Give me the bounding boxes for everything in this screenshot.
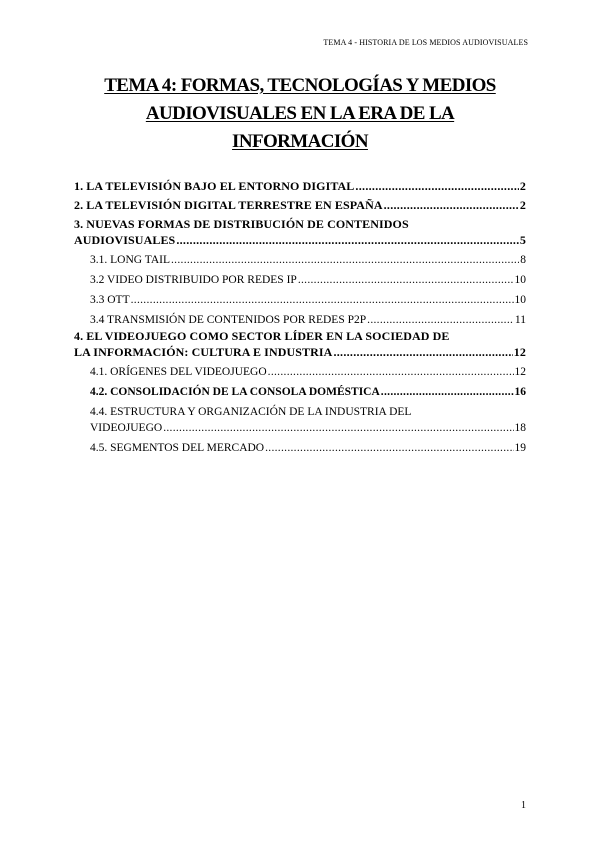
toc-entry-text: 4.1. ORÍGENES DEL VIDEOJUEGO [90, 366, 267, 378]
toc-page-number: 18 [514, 422, 526, 434]
toc-entry-4-5[interactable] [74, 440, 526, 456]
leader-dots [268, 364, 514, 380]
toc-entry-text: 3.4 TRANSMISIÓN DE CONTENIDOS POR REDES P2P [90, 314, 367, 326]
title-line-1: TEMA 4: FORMAS, TECNOLOGÍAS Y MEDIOS [104, 75, 496, 96]
toc-page-number: 2 [519, 198, 526, 212]
toc-entry-text: 3.1. LONG TAIL [90, 254, 170, 266]
toc-entry-text-line-2: LA INFORMACIÓN: CULTURA E INDUSTRIA [74, 345, 333, 359]
leader-dots [367, 312, 514, 328]
toc-entry-text-line-2: VIDEOJUEGO [90, 422, 163, 434]
toc-page-number: 2 [519, 179, 526, 193]
title-line-3: INFORMACIÓN [232, 131, 368, 152]
leader-dots [333, 344, 512, 360]
leader-dots [163, 420, 513, 436]
leader-dots [171, 252, 519, 268]
toc-page-number: 12 [513, 345, 526, 359]
toc-entry-text-line-1: 4.4. ESTRUCTURA Y ORGANIZACIÓN DE LA INDUSTRIA DEL [90, 406, 412, 418]
toc-entry-3-3[interactable] [74, 292, 526, 308]
toc-entry-3-4[interactable] [74, 312, 526, 328]
toc-entry-1[interactable] [74, 178, 526, 194]
toc-entry-text: 4.2. CONSOLIDACIÓN DE LA CONSOLA DOMÉSTICA [90, 386, 380, 398]
toc-entry-4-4[interactable] [74, 404, 526, 436]
toc-page-number: 5 [519, 233, 526, 247]
title-line-2: AUDIOVISUALES EN LA ERA DE LA [145, 103, 455, 124]
toc-entry-3-1[interactable] [74, 252, 526, 268]
toc-entry-text: 2. LA TELEVISIÓN DIGITAL TERRESTRE EN ESPAÑA [74, 198, 383, 212]
toc-page-number: 19 [514, 442, 526, 454]
toc-entry-4[interactable] [74, 328, 526, 360]
toc-entry-text: 3.2 VIDEO DISTRIBUIDO POR REDES IP [90, 274, 297, 286]
leader-dots [265, 440, 513, 456]
toc-entry-text: 4.5. SEGMENTOS DEL MERCADO [90, 442, 265, 454]
table-of-contents [74, 178, 526, 456]
leader-dots [131, 292, 514, 308]
toc-entry-text-line-1: 3. NUEVAS FORMAS DE DISTRIBUCIÓN DE CONTENIDOS [74, 217, 409, 231]
toc-entry-text-line-2: AUDIOVISUALES [74, 233, 176, 247]
toc-page-number: 11 [514, 314, 526, 326]
toc-entry-4-2[interactable] [74, 384, 526, 400]
leader-dots [176, 232, 519, 248]
toc-page-number: 16 [514, 386, 526, 398]
running-header: TEMA 4 - HISTORIA DE LOS MEDIOS AUDIOVISUALES [323, 38, 528, 47]
toc-entry-3[interactable] [74, 216, 526, 248]
leader-dots [381, 384, 514, 400]
leader-dots [384, 197, 519, 213]
toc-page-number: 8 [520, 254, 526, 266]
leader-dots [355, 178, 518, 194]
toc-entry-4-1[interactable] [74, 364, 526, 380]
toc-entry-text-line-1: 4. EL VIDEOJUEGO COMO SECTOR LÍDER EN LA SOCIEDAD DE [74, 329, 450, 343]
toc-entry-text: 3.3 OTT [90, 294, 130, 306]
toc-entry-3-2[interactable] [74, 272, 526, 288]
toc-entry-2[interactable] [74, 197, 526, 213]
toc-page-number: 10 [514, 274, 526, 286]
toc-page-number: 10 [514, 294, 526, 306]
toc-entry-text: 1. LA TELEVISIÓN BAJO EL ENTORNO DIGITAL [74, 179, 355, 193]
page-number: 1 [521, 800, 526, 811]
leader-dots [298, 272, 514, 288]
toc-page-number: 12 [514, 366, 526, 378]
document-title [60, 72, 540, 156]
